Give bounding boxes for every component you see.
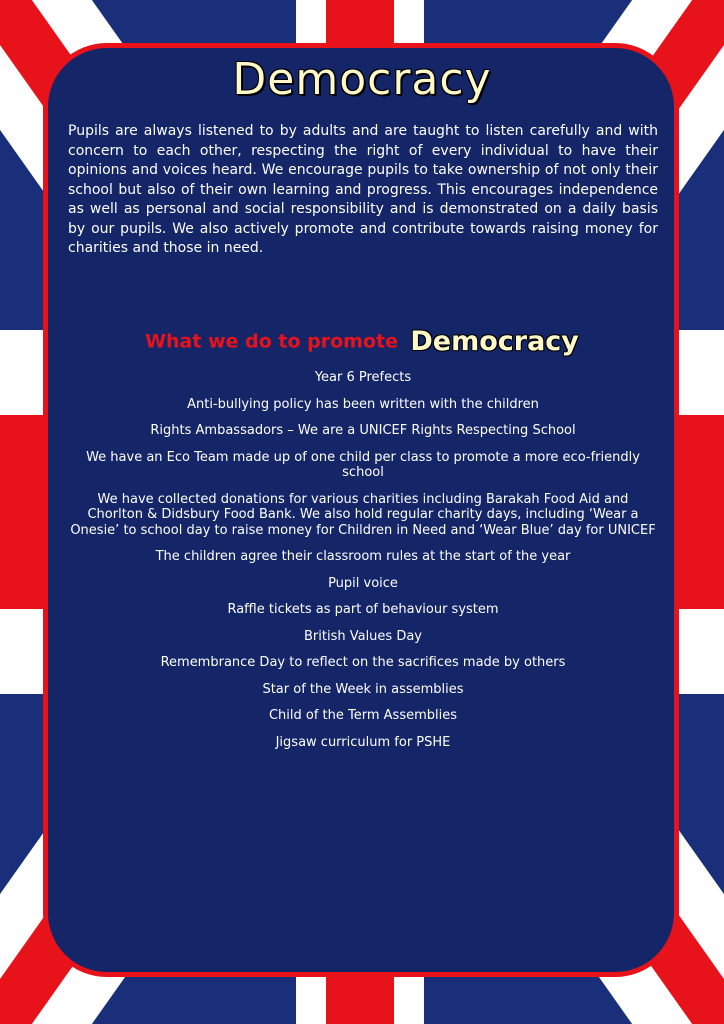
list-item: Jigsaw curriculum for PSHE <box>275 734 451 750</box>
section-heading-highlight: Democracy <box>410 326 579 357</box>
list-item: Remembrance Day to reflect on the sacrifices made by others <box>160 655 566 670</box>
list-item: Star of the Week in assemblies <box>262 681 464 697</box>
promotion-list <box>70 370 656 761</box>
intro-paragraph: Pupils are always listened to by adults and are taught to listen carefully and with concern to each other, respecting the right of every individual to have their opinions and voices heard. We encourage pupils to take ownership of not only their school but also of their own learning and progress. This encourages independence as well as personal and social responsibility and is demonstrated on a daily basis by our pupils. We also actively promote and contribute towards raising money for charities and those in need. <box>68 123 658 256</box>
list-item: The children agree their classroom rules at the start of the year <box>155 549 571 564</box>
list-item: We have an Eco Team made up of one child per class to promote a more eco-friendly school <box>86 449 640 480</box>
page-title: Democracy <box>232 54 492 105</box>
list-item: Raffle tickets as part of behaviour system <box>227 602 499 617</box>
list-item: Rights Ambassadors – We are a UNICEF Rights Respecting School <box>150 423 576 438</box>
list-item: Anti-bullying policy has been written with the children <box>187 396 539 412</box>
list-item: Pupil voice <box>328 575 398 591</box>
list-item: We have collected donations for various charities including Barakah Food Aid and Chorlton & Didsbury Food Bank. We also hold regular charity days, including ‘Wear a Onesie’ to school day to raise money for Children in Need and ‘Wear Blue’ day for UNICEF <box>70 491 656 538</box>
list-item: British Values Day <box>303 628 422 644</box>
list-item: Year 6 Prefects <box>314 370 412 385</box>
section-heading <box>0 326 724 357</box>
section-heading-lead: What we do to promote <box>145 330 398 353</box>
list-item: Child of the Term Assemblies <box>268 708 458 723</box>
